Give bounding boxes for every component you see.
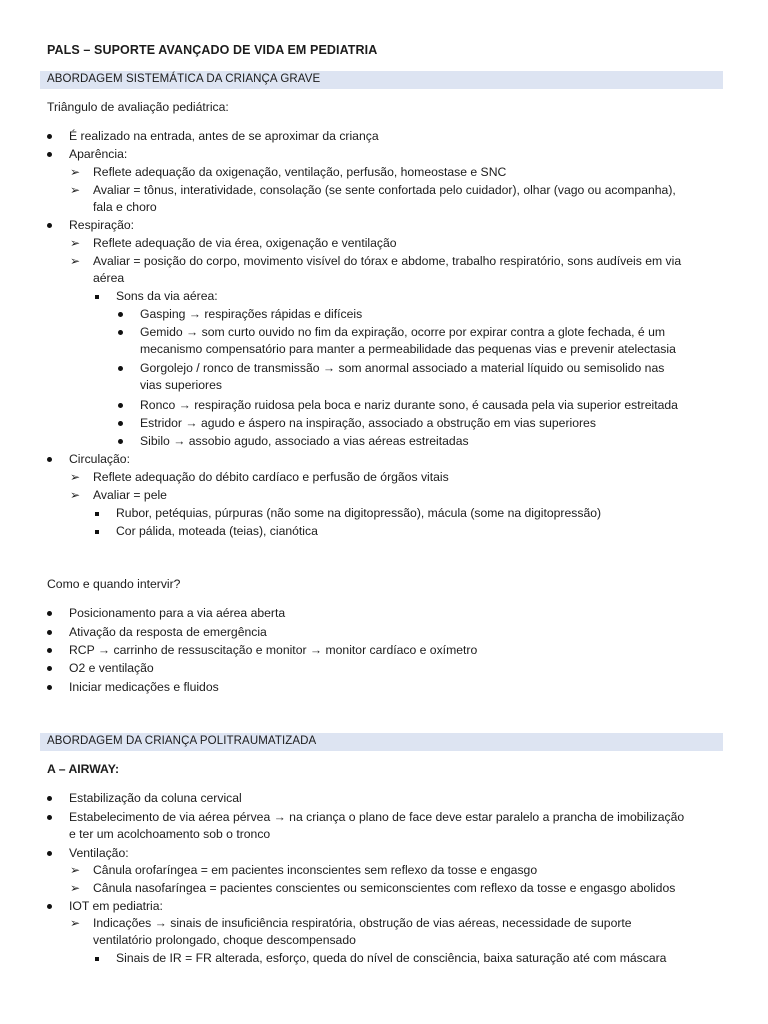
list-item: IOT em pediatria:: [69, 899, 163, 913]
list-item: Gemido → som curto ouvido no fim da expiração, ocorre por expirar contra a glote fechada, é um: [140, 325, 666, 339]
list-item-continuation: ventilatório prolongado, choque descompensado: [93, 933, 356, 947]
square-bullet-icon: [95, 957, 99, 961]
bullet-dot-icon: [47, 223, 52, 228]
section-heading: ABORDAGEM SISTEMÁTICA DA CRIANÇA GRAVE: [47, 73, 321, 85]
arrow-bullet-icon: ➢: [70, 881, 81, 895]
list-item: Sons da via aérea:: [116, 289, 218, 303]
list-item: Ventilação:: [69, 846, 129, 860]
square-bullet-icon: [95, 530, 99, 534]
list-item: Estabilização da coluna cervical: [69, 791, 242, 805]
list-item: Avaliar = tônus, interatividade, consolação (se sente confortada pelo cuidador), olhar (vago ou acompanha),: [93, 183, 676, 197]
bullet-dot-icon: [47, 648, 52, 653]
bullet-dot-icon: [47, 666, 52, 671]
list-item: RCP → carrinho de ressuscitação e monitor → monitor cardíaco e oxímetro: [69, 643, 478, 657]
bullet-dot-icon: [47, 851, 52, 856]
arrow-bullet-icon: ➢: [70, 165, 81, 179]
bullet-dot-icon: [47, 457, 52, 462]
bullet-dot-icon: [47, 134, 52, 139]
bullet-dot-icon: [47, 152, 52, 157]
bullet-dot-icon: [118, 366, 123, 371]
list-item: Reflete adequação do débito cardíaco e perfusão de órgãos vitais: [93, 470, 449, 484]
arrow-bullet-icon: ➢: [70, 254, 81, 268]
arrow-bullet-icon: ➢: [70, 916, 81, 930]
list-item: Reflete adequação de via érea, oxigenação e ventilação: [93, 236, 397, 250]
bullet-dot-icon: [118, 421, 123, 426]
list-item: Indicações → sinais de insuficiência respiratória, obstrução de vias aéreas, necessidade de suporte: [93, 916, 632, 930]
section-header-bar: [40, 71, 723, 89]
square-bullet-icon: [95, 295, 99, 299]
square-bullet-icon: [95, 512, 99, 516]
section-heading: ABORDAGEM DA CRIANÇA POLITRAUMATIZADA: [47, 735, 317, 747]
question-text: Como e quando intervir?: [47, 577, 181, 591]
list-item: Aparência:: [69, 147, 128, 161]
bullet-dot-icon: [118, 403, 123, 408]
bullet-dot-icon: [47, 611, 52, 616]
list-item: Rubor, petéquias, púrpuras (não some na digitopressão), mácula (some na digitopressão): [116, 506, 602, 520]
list-item: Ativação da resposta de emergência: [69, 625, 267, 639]
bullet-dot-icon: [47, 685, 52, 690]
bullet-dot-icon: [47, 630, 52, 635]
list-item: Iniciar medicações e fluidos: [69, 680, 219, 694]
intro-text: Triângulo de avaliação pediátrica:: [47, 100, 229, 114]
list-item-continuation: e ter um acolchoamento sob o tronco: [69, 827, 271, 841]
list-item: Avaliar = pele: [93, 488, 167, 502]
document-title: PALS – SUPORTE AVANÇADO DE VIDA EM PEDIATRIA: [47, 43, 378, 57]
bullet-dot-icon: [47, 815, 52, 820]
bullet-dot-icon: [118, 439, 123, 444]
bullet-dot-icon: [47, 796, 52, 801]
list-item: Posicionamento para a via aérea aberta: [69, 606, 286, 620]
subheading: A – AIRWAY:: [47, 762, 120, 776]
arrow-bullet-icon: ➢: [70, 236, 81, 250]
list-item: Sibilo → assobio agudo, associado a vias aéreas estreitadas: [140, 434, 469, 448]
list-item: Estridor → agudo e áspero na inspiração, associado a obstrução em vias superiores: [140, 416, 596, 430]
list-item: Sinais de IR = FR alterada, esforço, queda do nível de consciência, baixa saturação até com máscara: [116, 951, 667, 965]
list-item: Ronco → respiração ruidosa pela boca e nariz durante sono, é causada pela via superior estreitada: [140, 398, 678, 412]
list-item: Circulação:: [69, 452, 130, 466]
list-item: Gorgolejo / ronco de transmissão → som anormal associado a material líquido ou semisolido nas: [140, 361, 665, 375]
list-item: Reflete adequação da oxigenação, ventilação, perfusão, homeostase e SNC: [93, 165, 507, 179]
list-item: Cor pálida, moteada (teias), cianótica: [116, 524, 318, 538]
list-item-continuation: fala e choro: [93, 200, 157, 214]
bullet-dot-icon: [118, 312, 123, 317]
arrow-bullet-icon: ➢: [70, 488, 81, 502]
arrow-bullet-icon: ➢: [70, 183, 81, 197]
bullet-dot-icon: [118, 330, 123, 335]
list-item-continuation: mecanismo compensatório para manter a permeabilidade das pequenas vias e prevenir atelectasia: [140, 342, 676, 356]
list-item: Cânula nasofaríngea = pacientes conscientes ou semiconscientes com reflexo da tosse e engasgo abolidos: [93, 881, 676, 895]
list-item-continuation: vias superiores: [140, 378, 222, 392]
bullet-dot-icon: [47, 904, 52, 909]
list-item: Avaliar = posição do corpo, movimento visível do tórax e abdome, trabalho respiratório, sons audíveis em via: [93, 254, 682, 268]
list-item: Estabelecimento de via aérea pérvea → na criança o plano de face deve estar paralelo a prancha de imobilização: [69, 810, 685, 824]
list-item-continuation: aérea: [93, 271, 125, 285]
list-item: O2 e ventilação: [69, 661, 154, 675]
arrow-bullet-icon: ➢: [70, 470, 81, 484]
list-item: Gasping → respirações rápidas e difíceis: [140, 307, 363, 321]
arrow-bullet-icon: ➢: [70, 863, 81, 877]
list-item: É realizado na entrada, antes de se aproximar da criança: [69, 129, 379, 143]
list-item: Respiração:: [69, 218, 135, 232]
list-item: Cânula orofaríngea = em pacientes inconscientes sem reflexo da tosse e engasgo: [93, 863, 538, 877]
section-header-bar: [40, 733, 723, 751]
